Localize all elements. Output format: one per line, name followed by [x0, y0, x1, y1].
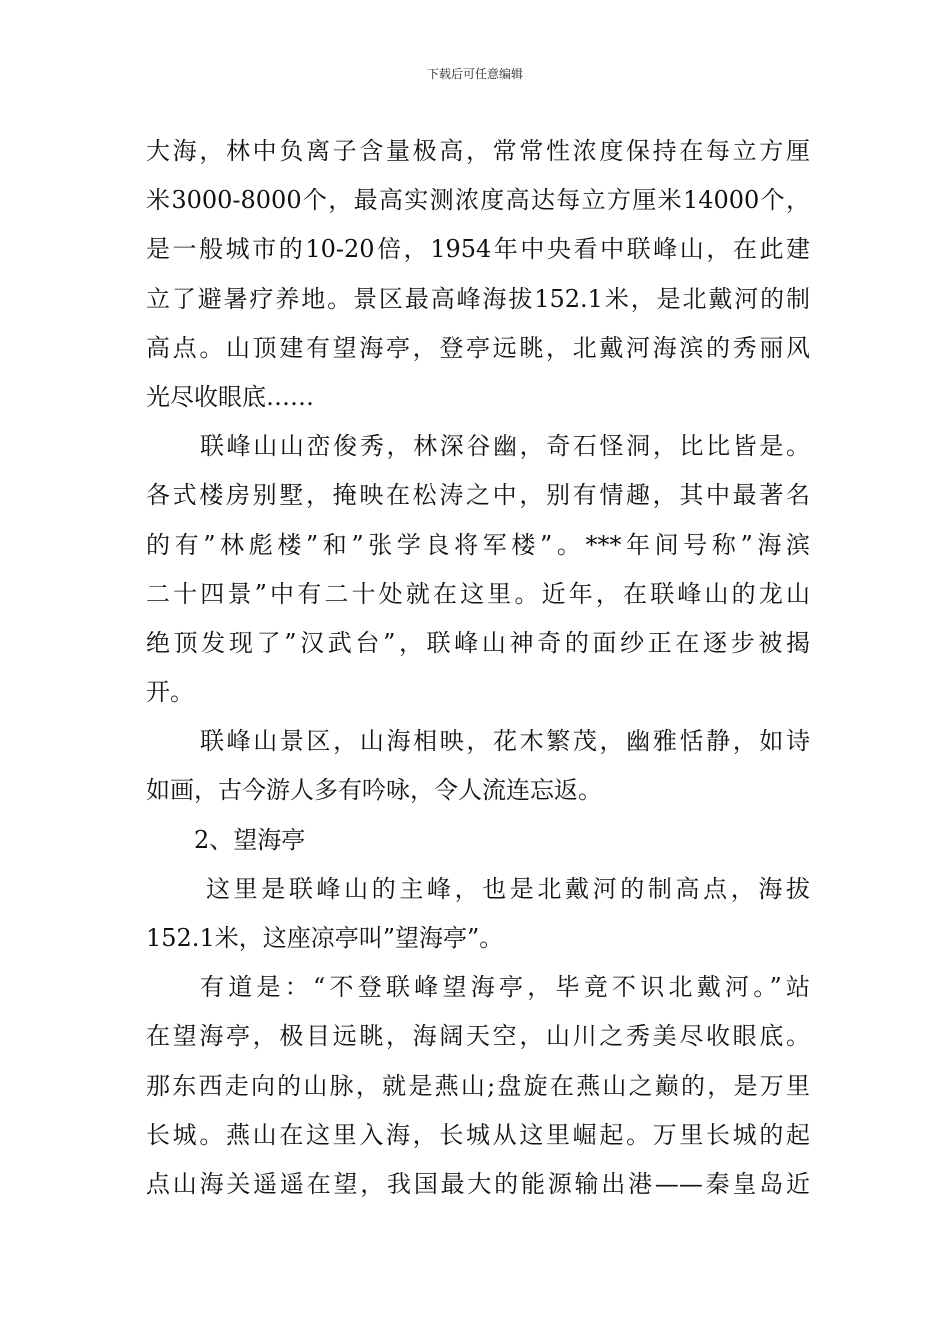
paragraph-first-line: 联峰山山峦俊秀，林深谷幽，奇石怪洞，比比皆是。 — [200, 432, 810, 461]
text-line: 长城。燕山在这里入海，长城从这里崛起。万里长城的起 — [146, 1120, 810, 1149]
paragraph-first-line: 有道是：“不登联峰望海亭，毕竟不识北戴河。”站 — [200, 973, 810, 1002]
text-line: 光尽收眼底…… — [146, 382, 314, 411]
text-line: 绝顶发现了”汉武台”，联峰山神奇的面纱正在逐步被揭 — [146, 628, 810, 657]
text-line: 大海，林中负离子含量极高，常常性浓度保持在每立方厘 — [146, 137, 810, 165]
text-line: 立了避暑疗养地。景区最高峰海拔152.1米，是北戴河的制 — [146, 284, 810, 313]
document-body — [146, 127, 810, 1209]
text-line: 152.1米，这座凉亭叫”望海亭”。 — [146, 924, 504, 952]
text-line: 如画，古今游人多有吟咏，令人流连忘返。 — [146, 776, 602, 805]
text-line: 点山海关遥遥在望，我国最大的能源输出港——秦皇岛近 — [146, 1169, 810, 1198]
text-line: 各式楼房别墅，掩映在松涛之中，别有情趣，其中最著名 — [146, 481, 810, 510]
text-line: 米3000-8000个，最高实测浓度高达每立方厘米14000个， — [146, 186, 810, 215]
page-header: 下载后可任意编辑 — [426, 67, 523, 81]
section-heading: 2、望海亭 — [194, 825, 306, 854]
text-line: 那东西走向的山脉，就是燕山;盘旋在燕山之巅的，是万里 — [146, 1071, 810, 1100]
text-line: 开。 — [146, 678, 194, 707]
text-line: 的有”林彪楼”和”张学良将军楼”。***年间号称”海滨 — [146, 530, 810, 559]
text-line: 高点。山顶建有望海亭，登亭远眺，北戴河海滨的秀丽风 — [146, 333, 810, 362]
text-line: 在望海亭，极目远眺，海阔天空，山川之秀美尽收眼底。 — [146, 1022, 810, 1051]
paragraph-first-line: 联峰山景区，山海相映，花木繁茂，幽雅恬静，如诗 — [200, 727, 810, 756]
paragraph-first-line: 这里是联峰山的主峰，也是北戴河的制高点，海拔 — [206, 874, 810, 903]
text-line: 是一般城市的10-20倍，1954年中央看中联峰山，在此建 — [146, 235, 810, 264]
text-line: 二十四景”中有二十处就在这里。近年，在联峰山的龙山 — [146, 579, 810, 608]
